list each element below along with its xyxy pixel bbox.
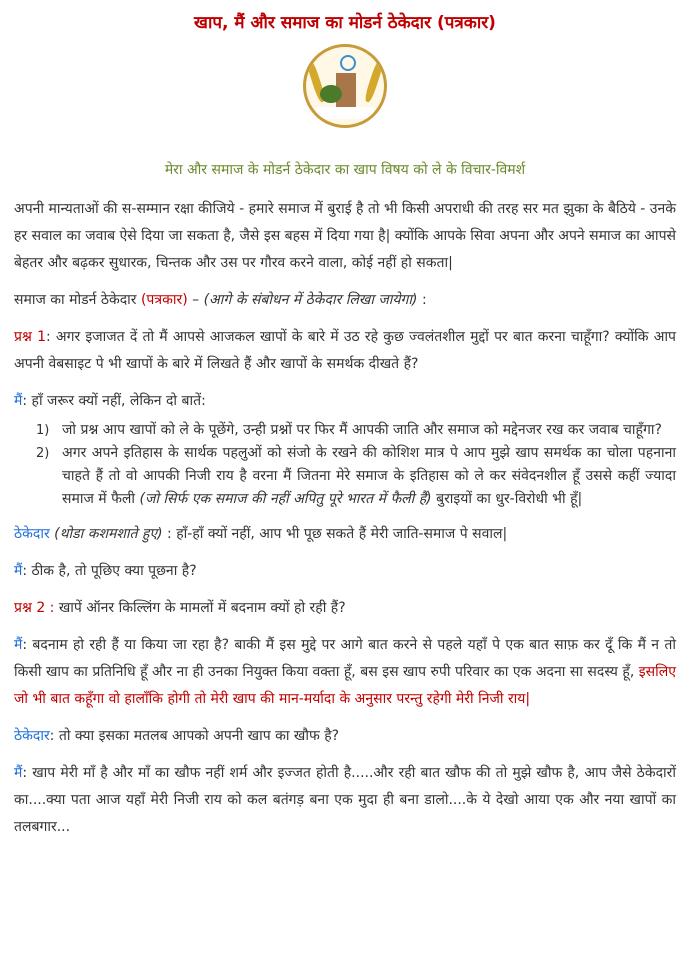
answer-4 <box>14 760 676 841</box>
question-1-label: प्रश्न 1 <box>14 329 46 345</box>
answer-2 <box>14 558 676 585</box>
contractor-reply-1 <box>14 521 676 548</box>
answer-4-label: मैं <box>14 765 23 781</box>
list-item-suffix: बुराइयों का धुर-विरोधी भी हूँ| <box>431 491 583 507</box>
intro-paragraph: अपनी मान्यताओं की स-सम्मान रक्षा कीजिये - हमारे समाज में बुराई है तो भी किसी अपराधी की तरह सर मत झुका के बैठिये - उनके हर सवाल का जवाब ऐसे दिया जा सकता है, जैसे इस बहस में दिया गया है| क्योंकि आपके सिवा अपना और अपने समाज का आपसे बेहतर और बढ़कर सुधारक, चिन्तक और उस पर गौरव करने वाला, कोई नहीं हो सकता| <box>14 201 676 271</box>
answer-1-text: : हाँ जरूर क्यों नहीं, लेकिन दो बातें: <box>22 393 206 409</box>
contractor-reply-text: : हाँ-हाँ क्यों नहीं, आप भी पूछ सकते हैं मेरी जाति-समाज पे सवाल| <box>162 526 508 542</box>
contractor-reply-text: : तो क्या इसका मतलब आपको अपनी खाप का खौफ है? <box>49 728 340 744</box>
answer-3-label: मैं <box>14 637 23 653</box>
page-title: खाप, मैं और समाज का मोडर्न ठेकेदार (पत्रकार) <box>194 13 496 33</box>
intro-speaker-line <box>14 287 676 314</box>
conditions-list <box>14 419 676 511</box>
answer-3-highlight: इसलिए जो भी बात कहूँगा वो हालाँकि होगी तो मेरी खाप की मान-मर्यादा के अनुसार परन्तु रहेगी मेरी निजी राय| <box>14 664 676 707</box>
intro-suffix: : <box>417 292 427 308</box>
logo-container <box>14 44 676 128</box>
list-item-number: 1) <box>36 423 50 438</box>
question-2-text: खापें ऑनर किल्लिंग के मामलों में बदनाम क्यों हो रही हैं? <box>54 600 346 616</box>
question-2-label: प्रश्न 2 : <box>14 600 55 616</box>
intro-note: (आगे के संबोधन में ठेकेदार लिखा जायेगा) <box>203 292 418 308</box>
list-item <box>14 442 676 511</box>
answer-2-text: : ठीक है, तो पूछिए क्या पूछना है? <box>22 563 197 579</box>
intro-journalist-tag: (पत्रकार) <box>140 292 188 308</box>
contractor-note: (थोडा कशमशाते हुए) <box>49 526 163 542</box>
list-item-text: अगर अपने इतिहास के सार्थक पहलुओं को संजो के रखने की कोशिश मात्र पे आप मुझे खाप समर्थक का चोला पहनाना चाहते हैं तो वो आपकी निजी राय है वरना मैं जितना मेरे समाज के इतिहास को ले कर संवेदनशील हूँ उससे कहीं ज्यादा समाज में फैली <box>62 445 676 507</box>
question-2 <box>14 595 676 622</box>
intro-prefix: समाज का मोडर्न ठेकेदार <box>14 292 141 308</box>
intro-dash: – <box>187 292 204 308</box>
list-item-number: 2) <box>36 446 50 461</box>
answer-1 <box>14 388 676 415</box>
question-1-text: : अगर इजाजत दें तो मैं आपसे आजकल खापों के बारे में उठ रहे कुछ ज्वलंतशील मुद्दों पर बात करना चाहूँगा? क्योंकि आप अपनी वेबसाइट पे भी खापों के बारे में लिखते हैं और खापों के समर्थक दीखते हैं? <box>14 329 676 372</box>
contractor-label: ठेकेदार <box>14 526 50 542</box>
list-item-text: जो प्रश्न आप खापों को ले के पूछेंगे, उन्ही प्रश्नों पर फिर मैं आपकी जाति और समाज को मद्देनजर रख कर जवाब चाहूँगा? <box>62 422 662 438</box>
contractor-label: ठेकेदार <box>14 728 50 744</box>
khap-emblem-logo-icon <box>303 44 387 128</box>
contractor-reply-2 <box>14 723 676 750</box>
answer-1-label: मैं <box>14 393 23 409</box>
page-subtitle: मेरा और समाज के मोडर्न ठेकेदार का खाप विषय को ले के विचार-विमर्श <box>164 162 526 178</box>
list-item <box>14 419 676 442</box>
answer-3 <box>14 632 676 713</box>
list-item-italic: (जो सिर्फ एक समाज की नहीं अपितु पूरे भारत में फैली हैं) <box>139 491 432 507</box>
answer-2-label: मैं <box>14 563 23 579</box>
answer-4-text: : खाप मेरी माँ है और माँ का खौफ नहीं शर्म और इज्जत होती है.....और रही बात खौफ की तो मुझे खौफ है, आप जैसे ठेकेदारों का....क्या पता आज यहाँ मेरी निजी राय को कल बतंगड़ बना एक मुदा ही बना डालो....के ये देखो आया एक और नया खापों का तलबगार... <box>14 765 676 835</box>
answer-3-text: : बदनाम हो रही हैं या किया जा रहा है? बाकी मैं इस मुद्दे पर आगे बात करने से पहले यहाँ पे एक बात साफ़ कर दूँ कि मैं न तो किसी खाप का प्रतिनिधि हूँ और ना ही उनका नियुक्त किया वक्ता हूँ, बस इस खाप रुपी परिवार का एक अदना सा सदस्य हूँ, <box>14 637 676 680</box>
question-1 <box>14 324 676 378</box>
